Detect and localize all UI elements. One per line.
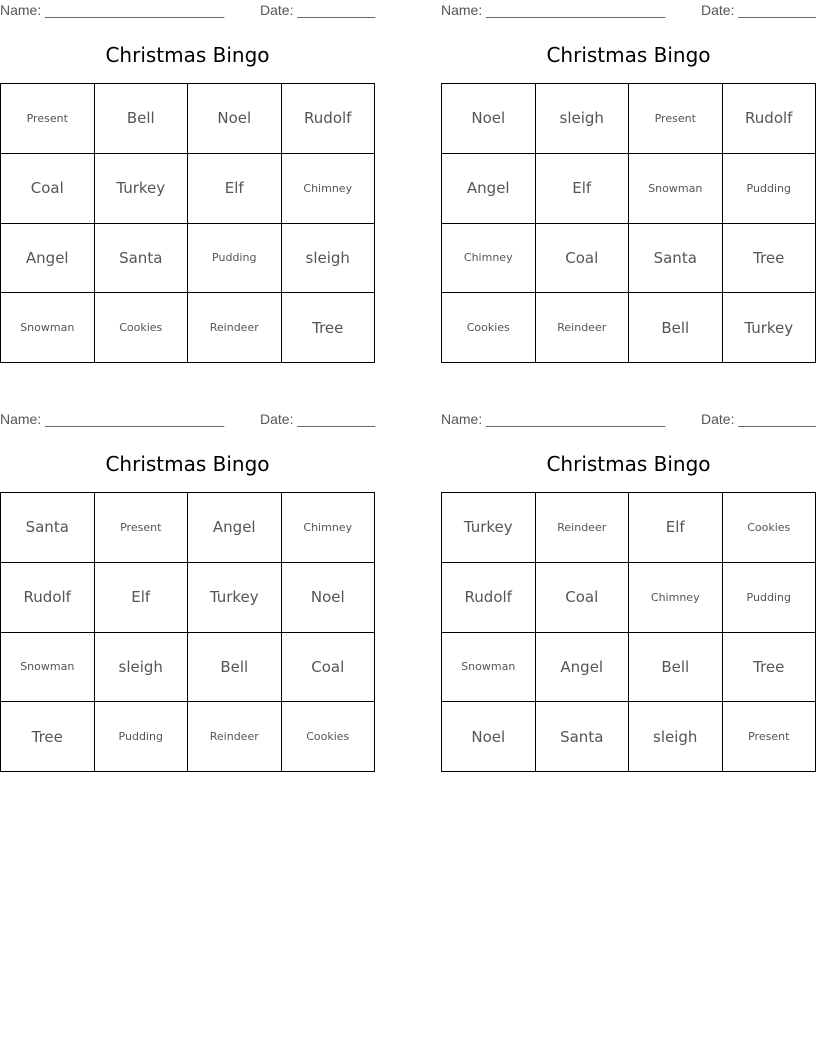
bingo-grid — [441, 492, 816, 772]
bingo-cell: Rudolf — [1, 563, 95, 633]
bingo-card-3 — [0, 409, 376, 746]
bingo-cell: Turkey — [95, 154, 189, 224]
bingo-cell: Tree — [1, 702, 95, 772]
date-field-label: Date: __________ — [260, 411, 376, 427]
bingo-cell: Noel — [442, 84, 536, 154]
bingo-cell: Turkey — [723, 293, 816, 363]
bingo-cell: Elf — [536, 154, 630, 224]
bingo-cell: Snowman — [442, 633, 536, 703]
name-field-label: Name: _______________________ — [0, 411, 225, 427]
card-title: Christmas Bingo — [546, 43, 711, 67]
bingo-cell: sleigh — [536, 84, 630, 154]
bingo-card-4 — [441, 409, 816, 746]
bingo-cell: sleigh — [95, 633, 189, 703]
bingo-grid — [441, 83, 816, 363]
bingo-cell: Pudding — [723, 154, 816, 224]
bingo-cell: Turkey — [442, 493, 536, 563]
bingo-cell: Bell — [188, 633, 282, 703]
bingo-cell: Chimney — [629, 563, 723, 633]
bingo-cell: Coal — [282, 633, 376, 703]
bingo-cell: Coal — [536, 563, 630, 633]
bingo-cell: Cookies — [442, 293, 536, 363]
card-title: Christmas Bingo — [105, 43, 270, 67]
bingo-cell: Reindeer — [536, 493, 630, 563]
bingo-cell: Present — [95, 493, 189, 563]
bingo-cell: Elf — [188, 154, 282, 224]
bingo-cell: Chimney — [442, 224, 536, 294]
bingo-cell: Snowman — [629, 154, 723, 224]
bingo-cell: Reindeer — [188, 293, 282, 363]
bingo-cell: Santa — [1, 493, 95, 563]
bingo-cell: Chimney — [282, 154, 376, 224]
bingo-cell: Snowman — [1, 633, 95, 703]
bingo-cell: Tree — [723, 224, 816, 294]
bingo-cell: Rudolf — [442, 563, 536, 633]
bingo-cell: Tree — [282, 293, 376, 363]
bingo-cell: Santa — [536, 702, 630, 772]
bingo-cell: Cookies — [95, 293, 189, 363]
bingo-cell: sleigh — [629, 702, 723, 772]
name-field-label: Name: _______________________ — [0, 2, 225, 18]
card-title: Christmas Bingo — [546, 452, 711, 476]
bingo-cell: sleigh — [282, 224, 376, 294]
bingo-cell: Coal — [536, 224, 630, 294]
bingo-grid — [0, 492, 375, 772]
bingo-grid — [0, 83, 375, 363]
bingo-card-2 — [441, 0, 816, 337]
bingo-cell: Rudolf — [282, 84, 376, 154]
bingo-cell: Angel — [1, 224, 95, 294]
bingo-cell: Reindeer — [536, 293, 630, 363]
bingo-cell: Pudding — [95, 702, 189, 772]
date-field-label: Date: __________ — [701, 2, 816, 18]
bingo-cell: Elf — [629, 493, 723, 563]
bingo-cell: Present — [723, 702, 816, 772]
bingo-cell: Bell — [629, 293, 723, 363]
bingo-cell: Turkey — [188, 563, 282, 633]
bingo-cell: Bell — [629, 633, 723, 703]
bingo-cell: Tree — [723, 633, 816, 703]
bingo-cell: Elf — [95, 563, 189, 633]
bingo-cell: Coal — [1, 154, 95, 224]
bingo-cell: Cookies — [282, 702, 376, 772]
name-field-label: Name: _______________________ — [441, 411, 666, 427]
bingo-cell: Pudding — [723, 563, 816, 633]
bingo-cell: Cookies — [723, 493, 816, 563]
bingo-cell: Bell — [95, 84, 189, 154]
bingo-cell: Reindeer — [188, 702, 282, 772]
bingo-cell: Present — [1, 84, 95, 154]
bingo-cell: Santa — [629, 224, 723, 294]
bingo-cell: Pudding — [188, 224, 282, 294]
card-title: Christmas Bingo — [105, 452, 270, 476]
bingo-cell: Angel — [188, 493, 282, 563]
date-field-label: Date: __________ — [260, 2, 376, 18]
bingo-cell: Chimney — [282, 493, 376, 563]
bingo-cell: Noel — [188, 84, 282, 154]
name-field-label: Name: _______________________ — [441, 2, 666, 18]
bingo-cell: Rudolf — [723, 84, 816, 154]
bingo-cell: Angel — [536, 633, 630, 703]
bingo-cell: Noel — [442, 702, 536, 772]
date-field-label: Date: __________ — [701, 411, 816, 427]
bingo-cell: Noel — [282, 563, 376, 633]
bingo-card-1 — [0, 0, 376, 337]
bingo-cell: Present — [629, 84, 723, 154]
bingo-cell: Snowman — [1, 293, 95, 363]
bingo-cell: Santa — [95, 224, 189, 294]
bingo-cell: Angel — [442, 154, 536, 224]
